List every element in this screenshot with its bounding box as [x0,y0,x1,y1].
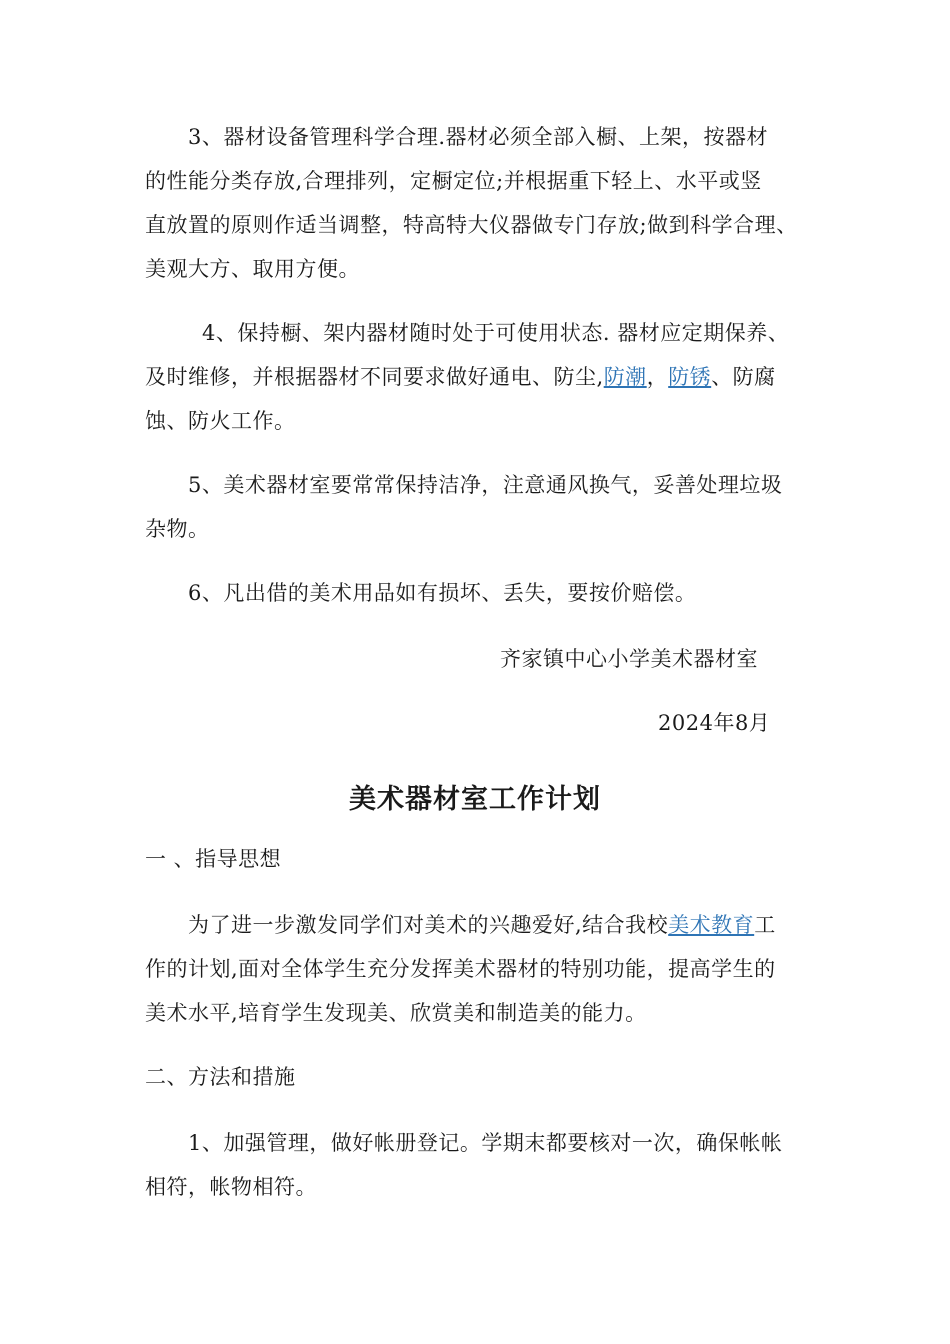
plan-item1-line1: 1、加强管理，做好帐册登记。学期末都要核对一次，确保帐帐 [188,1131,783,1155]
item3-line3: 直放置的原则作适当调整，特高特大仪器做专门存放;做到科学合理、 [145,213,798,237]
para1-line1 [188,910,776,940]
item4-line2-tail: 、防腐 [711,365,776,389]
date: 2024年8月 [658,711,771,735]
heading-methods: 二、方法和措施 [145,1065,296,1089]
plan-item1-line2: 相符，帐物相符。 [145,1175,317,1199]
item4-line1: 4、保持橱、架内器材随时处于可使用状态. 器材应定期保养、 [202,321,790,345]
item4-line3: 蚀、防火工作。 [145,409,296,433]
link-art-education[interactable]: 美术教育 [668,913,755,937]
page-title: 美术器材室工作计划 [349,784,601,815]
link-moisture-proof[interactable]: 防潮 [603,365,647,389]
item5-line2: 杂物。 [145,517,210,541]
signature: 齐家镇中心小学美术器材室 [500,647,758,671]
item3-line4: 美观大方、取用方便。 [145,257,360,281]
heading-guiding-thought: 一 、指导思想 [145,847,282,871]
para1-line2: 作的计划,面对全体学生充分发挥美术器材的特别功能，提高学生的 [145,957,776,981]
item4-line2 [145,362,776,392]
para1-line1-tail: 工 [754,913,776,937]
item4-line2-sep: ， [646,365,669,389]
item3-line2: 的性能分类存放,合理排列，定橱定位;并根据重下轻上、水平或竖 [145,169,762,193]
para1-line3: 美术水平,培育学生发现美、欣赏美和制造美的能力。 [145,1001,647,1025]
item5-line1: 5、美术器材室要常常保持洁净，注意通风换气，妥善处理垃圾 [188,473,783,497]
link-rust-proof[interactable]: 防锈 [668,365,712,389]
para1-line1-text: 为了进一步激发同学们对美术的兴趣爱好,结合我校 [188,913,669,937]
item6-line1: 6、凡出借的美术用品如有损坏、丢失，要按价赔偿。 [188,581,697,605]
item3-line1: 3、器材设备管理科学合理.器材必须全部入橱、上架，按器材 [188,125,769,149]
item4-line2-text: 及时维修，并根据器材不同要求做好通电、防尘, [145,365,604,389]
